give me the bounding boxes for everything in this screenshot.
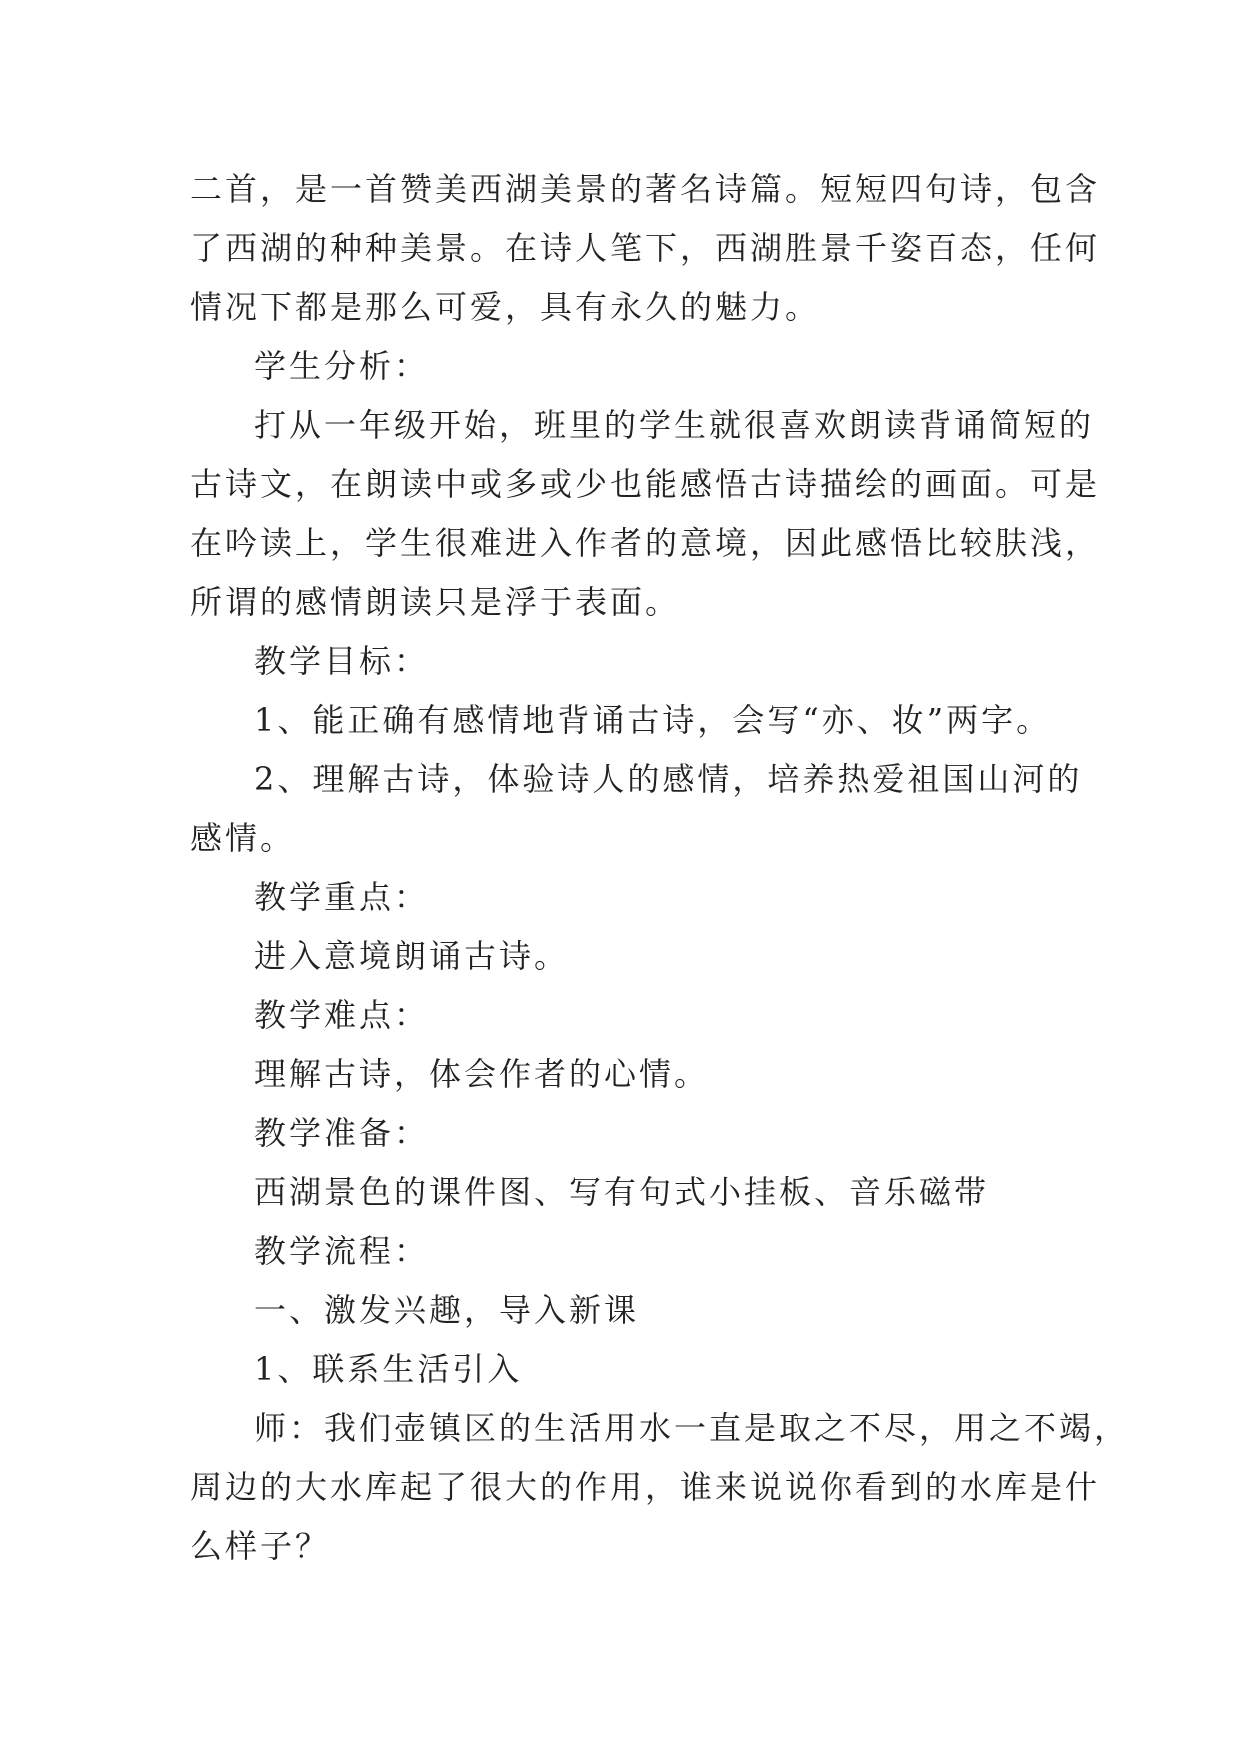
text-line: 一、激发兴趣，导入新课 (254, 1291, 640, 1329)
document-body (190, 160, 1130, 1576)
text-line: 在吟读上，学生很难进入作者的意境，因此感悟比较肤浅， (190, 524, 1101, 562)
text-line: 么样子？ (190, 1527, 331, 1565)
text-line: 周边的大水库起了很大的作用，谁来说说你看到的水库是什 (190, 1468, 1101, 1506)
text-line: 了西湖的种种美景。在诗人笔下，西湖胜景千姿百态，任何 (190, 229, 1101, 267)
section-heading-difficulties: 教学难点： (254, 996, 430, 1034)
text-line: 古诗文，在朗读中或多或少也能感悟古诗描绘的画面。可是 (190, 465, 1101, 503)
text-line: 所谓的感情朗读只是浮于表面。 (190, 583, 681, 621)
list-item: 1、能正确有感情地背诵古诗，会写“亦、妆”两字。 (254, 701, 1052, 739)
section-heading-student-analysis: 学生分析： (254, 347, 430, 385)
text-line: 感情。 (190, 819, 296, 857)
list-item: 2、理解古诗，体验诗人的感情，培养热爱祖国山河的 (254, 760, 1083, 798)
text-line: 二首，是一首赞美西湖美景的著名诗篇。短短四句诗，包含 (190, 170, 1101, 208)
section-heading-procedure: 教学流程： (254, 1232, 430, 1270)
section-heading-key-points: 教学重点： (254, 878, 430, 916)
text-line: 理解古诗，体会作者的心情。 (254, 1055, 710, 1093)
list-item: 1、联系生活引入 (254, 1350, 523, 1388)
text-line: 情况下都是那么可爱，具有永久的魅力。 (190, 288, 821, 326)
section-heading-teaching-goals: 教学目标： (254, 642, 430, 680)
text-line: 打从一年级开始，班里的学生就很喜欢朗读背诵简短的 (254, 406, 1095, 444)
text-line: 进入意境朗诵古诗。 (254, 937, 570, 975)
section-heading-preparation: 教学准备： (254, 1114, 430, 1152)
text-line: 师：我们壶镇区的生活用水一直是取之不尽，用之不竭， (254, 1409, 1130, 1447)
text-line: 西湖景色的课件图、写有句式小挂板、音乐磁带 (254, 1173, 990, 1211)
